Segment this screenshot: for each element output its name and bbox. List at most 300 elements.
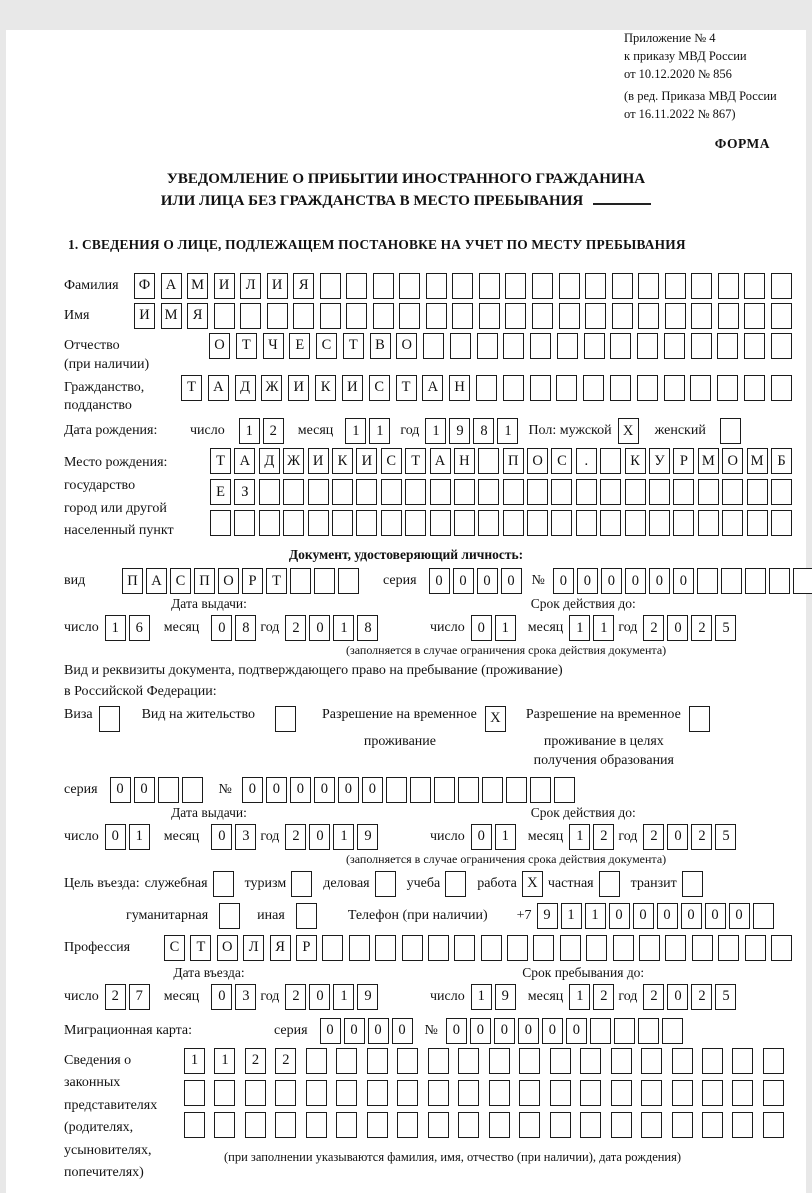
patronymic-char-box[interactable] (557, 333, 578, 359)
rvp-until-month-box[interactable]: 1 (569, 824, 590, 850)
citizenship-char-box[interactable]: Т (396, 375, 417, 401)
sex-female-checkbox[interactable] (720, 418, 741, 444)
profession-char-box[interactable]: О (217, 935, 238, 961)
surname-char-box[interactable]: И (214, 273, 235, 299)
name-char-box[interactable] (585, 303, 606, 329)
doc-number-char-box[interactable]: 0 (601, 568, 622, 594)
representative-char-box[interactable] (275, 1080, 296, 1106)
rvp-issue-year-box[interactable]: 1 (333, 824, 354, 850)
stay-day-box[interactable]: 9 (495, 984, 516, 1010)
representative-char-box[interactable] (641, 1112, 662, 1138)
birthplace-char-box[interactable]: О (527, 448, 548, 474)
profession-char-box[interactable] (375, 935, 396, 961)
birthplace-char-box[interactable] (625, 510, 646, 536)
patronymic-char-box[interactable] (477, 333, 498, 359)
surname-char-box[interactable]: Л (240, 273, 261, 299)
profession-char-box[interactable] (718, 935, 739, 961)
doc-issue-year-box[interactable]: 2 (285, 615, 306, 641)
surname-char-box[interactable] (718, 273, 739, 299)
birthplace-char-box[interactable] (332, 510, 353, 536)
birthplace-char-box[interactable] (478, 510, 499, 536)
representative-char-box[interactable] (428, 1048, 449, 1074)
representative-char-box[interactable] (611, 1080, 632, 1106)
representative-char-box[interactable] (763, 1048, 784, 1074)
citizenship-char-box[interactable]: Ж (261, 375, 282, 401)
representative-char-box[interactable]: 2 (245, 1048, 266, 1074)
birthplace-char-box[interactable] (332, 479, 353, 505)
representative-char-box[interactable] (367, 1112, 388, 1138)
purpose-tourism-checkbox[interactable] (291, 871, 312, 897)
stay-year-box[interactable]: 2 (643, 984, 664, 1010)
stay-month-box[interactable]: 1 (569, 984, 590, 1010)
birthplace-char-box[interactable]: Р (673, 448, 694, 474)
representative-char-box[interactable]: 1 (214, 1048, 235, 1074)
phone-digit-box[interactable]: 1 (585, 903, 606, 929)
profession-char-box[interactable] (349, 935, 370, 961)
entry-year-box[interactable]: 9 (357, 984, 378, 1010)
patronymic-char-box[interactable] (771, 333, 792, 359)
birthplace-char-box[interactable] (600, 479, 621, 505)
birthplace-char-box[interactable]: У (649, 448, 670, 474)
name-char-box[interactable] (559, 303, 580, 329)
stay-year-box[interactable]: 2 (691, 984, 712, 1010)
representative-char-box[interactable] (336, 1080, 357, 1106)
birthplace-char-box[interactable]: Т (405, 448, 426, 474)
patronymic-char-box[interactable] (691, 333, 712, 359)
doc-type-char-box[interactable]: П (194, 568, 215, 594)
doc-issue-month-box[interactable]: 0 (211, 615, 232, 641)
surname-char-box[interactable] (320, 273, 341, 299)
birthplace-char-box[interactable] (698, 479, 719, 505)
rvp-issue-year-box[interactable]: 9 (357, 824, 378, 850)
birthplace-char-box[interactable]: М (747, 448, 768, 474)
birth-year-box[interactable]: 1 (425, 418, 446, 444)
migration-number-char-box[interactable] (590, 1018, 611, 1044)
birthplace-char-box[interactable]: . (576, 448, 597, 474)
profession-char-box[interactable] (507, 935, 528, 961)
entry-day-box[interactable]: 7 (129, 984, 150, 1010)
surname-char-box[interactable] (532, 273, 553, 299)
surname-char-box[interactable] (426, 273, 447, 299)
patronymic-char-box[interactable]: В (370, 333, 391, 359)
surname-char-box[interactable] (691, 273, 712, 299)
rvp-number-char-box[interactable]: 0 (314, 777, 335, 803)
rvp-until-year-box[interactable]: 2 (643, 824, 664, 850)
representative-char-box[interactable] (458, 1048, 479, 1074)
doc-number-char-box[interactable] (769, 568, 790, 594)
patronymic-char-box[interactable] (664, 333, 685, 359)
citizenship-char-box[interactable] (610, 375, 631, 401)
representative-char-box[interactable] (611, 1112, 632, 1138)
birthplace-char-box[interactable]: Ж (283, 448, 304, 474)
name-char-box[interactable] (373, 303, 394, 329)
birthplace-char-box[interactable]: А (234, 448, 255, 474)
rvp-until-year-box[interactable]: 2 (691, 824, 712, 850)
sex-male-checkbox[interactable]: X (618, 418, 639, 444)
birthplace-char-box[interactable]: А (430, 448, 451, 474)
doc-issue-day-box[interactable]: 1 (105, 615, 126, 641)
doc-until-year-box[interactable]: 2 (643, 615, 664, 641)
representative-char-box[interactable] (397, 1080, 418, 1106)
representative-char-box[interactable] (245, 1112, 266, 1138)
birthplace-char-box[interactable] (356, 479, 377, 505)
birthplace-char-box[interactable] (503, 479, 524, 505)
purpose-transit-checkbox[interactable] (682, 871, 703, 897)
phone-digit-box[interactable] (753, 903, 774, 929)
doc-issue-month-box[interactable]: 8 (235, 615, 256, 641)
patronymic-char-box[interactable]: Ч (263, 333, 284, 359)
patronymic-char-box[interactable]: Т (343, 333, 364, 359)
migration-number-char-box[interactable]: 0 (470, 1018, 491, 1044)
name-char-box[interactable] (665, 303, 686, 329)
representative-char-box[interactable] (306, 1112, 327, 1138)
profession-char-box[interactable] (745, 935, 766, 961)
profession-char-box[interactable] (771, 935, 792, 961)
rvp-issue-day-box[interactable]: 0 (105, 824, 126, 850)
representative-char-box[interactable] (336, 1112, 357, 1138)
representative-char-box[interactable] (550, 1080, 571, 1106)
rvp-until-day-box[interactable]: 1 (495, 824, 516, 850)
doc-number-char-box[interactable] (793, 568, 812, 594)
birthplace-char-box[interactable]: П (503, 448, 524, 474)
migration-series-char-box[interactable]: 0 (320, 1018, 341, 1044)
rvp-issue-month-box[interactable]: 0 (211, 824, 232, 850)
migration-number-char-box[interactable] (614, 1018, 635, 1044)
purpose-other-checkbox[interactable] (296, 903, 317, 929)
doc-until-year-box[interactable]: 2 (691, 615, 712, 641)
profession-char-box[interactable] (402, 935, 423, 961)
doc-type-char-box[interactable]: П (122, 568, 143, 594)
patronymic-char-box[interactable]: О (396, 333, 417, 359)
migration-number-char-box[interactable]: 0 (446, 1018, 467, 1044)
birthplace-char-box[interactable]: З (234, 479, 255, 505)
migration-number-char-box[interactable]: 0 (566, 1018, 587, 1044)
profession-char-box[interactable]: Я (270, 935, 291, 961)
birthplace-char-box[interactable]: С (381, 448, 402, 474)
citizenship-char-box[interactable]: А (422, 375, 443, 401)
citizenship-char-box[interactable] (637, 375, 658, 401)
birthplace-char-box[interactable]: Е (210, 479, 231, 505)
residence-permit-checkbox[interactable] (275, 706, 296, 732)
birthplace-char-box[interactable] (576, 510, 597, 536)
name-char-box[interactable] (638, 303, 659, 329)
rvp-series-char-box[interactable] (182, 777, 203, 803)
doc-type-char-box[interactable]: А (146, 568, 167, 594)
birth-year-box[interactable]: 8 (473, 418, 494, 444)
doc-type-char-box[interactable]: С (170, 568, 191, 594)
birthplace-char-box[interactable]: И (356, 448, 377, 474)
profession-char-box[interactable] (586, 935, 607, 961)
rvp-series-char-box[interactable] (158, 777, 179, 803)
rvp-number-char-box[interactable] (506, 777, 527, 803)
representative-char-box[interactable] (763, 1112, 784, 1138)
citizenship-char-box[interactable] (583, 375, 604, 401)
doc-series-char-box[interactable]: 0 (501, 568, 522, 594)
rvp-number-char-box[interactable]: 0 (290, 777, 311, 803)
phone-digit-box[interactable]: 1 (561, 903, 582, 929)
surname-char-box[interactable] (638, 273, 659, 299)
citizenship-char-box[interactable]: К (315, 375, 336, 401)
citizenship-char-box[interactable] (771, 375, 792, 401)
birthplace-char-box[interactable] (454, 510, 475, 536)
name-char-box[interactable] (771, 303, 792, 329)
representative-char-box[interactable] (702, 1080, 723, 1106)
phone-digit-box[interactable]: 9 (537, 903, 558, 929)
birthplace-char-box[interactable]: С (551, 448, 572, 474)
representative-char-box[interactable] (428, 1112, 449, 1138)
birthplace-char-box[interactable] (771, 510, 792, 536)
birthplace-char-box[interactable] (625, 479, 646, 505)
rvp-number-char-box[interactable]: 0 (338, 777, 359, 803)
representative-char-box[interactable] (397, 1112, 418, 1138)
citizenship-char-box[interactable] (664, 375, 685, 401)
patronymic-char-box[interactable]: Т (236, 333, 257, 359)
birthplace-char-box[interactable] (527, 479, 548, 505)
birthplace-char-box[interactable]: М (698, 448, 719, 474)
representative-char-box[interactable] (489, 1080, 510, 1106)
representative-char-box[interactable] (458, 1112, 479, 1138)
name-char-box[interactable] (293, 303, 314, 329)
birthplace-char-box[interactable] (405, 510, 426, 536)
doc-type-char-box[interactable]: О (218, 568, 239, 594)
doc-until-month-box[interactable]: 1 (569, 615, 590, 641)
surname-char-box[interactable] (399, 273, 420, 299)
doc-number-char-box[interactable] (721, 568, 742, 594)
profession-char-box[interactable]: Р (296, 935, 317, 961)
entry-day-box[interactable]: 2 (105, 984, 126, 1010)
representative-char-box[interactable] (519, 1112, 540, 1138)
citizenship-char-box[interactable]: Н (449, 375, 470, 401)
birthplace-char-box[interactable] (747, 510, 768, 536)
migration-series-char-box[interactable]: 0 (392, 1018, 413, 1044)
migration-number-char-box[interactable]: 0 (518, 1018, 539, 1044)
doc-number-char-box[interactable]: 0 (553, 568, 574, 594)
surname-char-box[interactable] (585, 273, 606, 299)
surname-char-box[interactable]: А (161, 273, 182, 299)
doc-issue-year-box[interactable]: 1 (333, 615, 354, 641)
birthplace-char-box[interactable] (259, 510, 280, 536)
birthplace-char-box[interactable] (283, 510, 304, 536)
representative-char-box[interactable] (641, 1048, 662, 1074)
surname-char-box[interactable] (744, 273, 765, 299)
name-char-box[interactable] (744, 303, 765, 329)
name-char-box[interactable] (426, 303, 447, 329)
birth-year-box[interactable]: 1 (497, 418, 518, 444)
representative-char-box[interactable] (732, 1080, 753, 1106)
birthplace-char-box[interactable]: К (332, 448, 353, 474)
purpose-study-checkbox[interactable] (445, 871, 466, 897)
doc-type-char-box[interactable] (338, 568, 359, 594)
name-char-box[interactable] (320, 303, 341, 329)
profession-char-box[interactable] (613, 935, 634, 961)
purpose-private-checkbox[interactable] (599, 871, 620, 897)
patronymic-char-box[interactable] (717, 333, 738, 359)
birthplace-char-box[interactable] (503, 510, 524, 536)
visa-checkbox[interactable] (99, 706, 120, 732)
representative-char-box[interactable] (763, 1080, 784, 1106)
representative-char-box[interactable] (275, 1112, 296, 1138)
citizenship-char-box[interactable] (556, 375, 577, 401)
birthplace-char-box[interactable] (356, 510, 377, 536)
birthplace-char-box[interactable] (747, 479, 768, 505)
rvp-number-char-box[interactable] (530, 777, 551, 803)
representative-char-box[interactable] (672, 1048, 693, 1074)
birthplace-char-box[interactable] (551, 510, 572, 536)
representative-char-box[interactable] (702, 1112, 723, 1138)
rvp-number-char-box[interactable]: 0 (362, 777, 383, 803)
doc-until-year-box[interactable]: 0 (667, 615, 688, 641)
rvp-issue-day-box[interactable]: 1 (129, 824, 150, 850)
phone-digit-box[interactable]: 0 (681, 903, 702, 929)
representative-char-box[interactable] (580, 1080, 601, 1106)
birthplace-char-box[interactable]: И (308, 448, 329, 474)
rvp-until-year-box[interactable]: 0 (667, 824, 688, 850)
citizenship-char-box[interactable]: С (369, 375, 390, 401)
representative-char-box[interactable] (245, 1080, 266, 1106)
doc-number-char-box[interactable]: 0 (649, 568, 670, 594)
citizenship-char-box[interactable] (744, 375, 765, 401)
name-char-box[interactable] (532, 303, 553, 329)
citizenship-char-box[interactable] (530, 375, 551, 401)
name-char-box[interactable] (452, 303, 473, 329)
doc-issue-year-box[interactable]: 8 (357, 615, 378, 641)
patronymic-char-box[interactable]: О (209, 333, 230, 359)
entry-month-box[interactable]: 0 (211, 984, 232, 1010)
rvp-number-char-box[interactable]: 0 (242, 777, 263, 803)
rvp-until-month-box[interactable]: 2 (593, 824, 614, 850)
birthplace-char-box[interactable] (478, 479, 499, 505)
birthplace-char-box[interactable] (430, 479, 451, 505)
representative-char-box[interactable] (519, 1048, 540, 1074)
representative-char-box[interactable] (732, 1048, 753, 1074)
purpose-humanitarian-checkbox[interactable] (219, 903, 240, 929)
temp-residence-edu-checkbox[interactable] (689, 706, 710, 732)
rvp-series-char-box[interactable]: 0 (110, 777, 131, 803)
birthplace-char-box[interactable]: Н (454, 448, 475, 474)
doc-number-char-box[interactable]: 0 (577, 568, 598, 594)
patronymic-char-box[interactable] (530, 333, 551, 359)
phone-digit-box[interactable]: 0 (633, 903, 654, 929)
migration-series-char-box[interactable]: 0 (344, 1018, 365, 1044)
rvp-number-char-box[interactable] (434, 777, 455, 803)
doc-series-char-box[interactable]: 0 (453, 568, 474, 594)
representative-char-box[interactable] (580, 1112, 601, 1138)
patronymic-char-box[interactable] (584, 333, 605, 359)
representative-char-box[interactable] (641, 1080, 662, 1106)
representative-char-box[interactable] (550, 1048, 571, 1074)
doc-number-char-box[interactable]: 0 (625, 568, 646, 594)
migration-number-char-box[interactable] (662, 1018, 683, 1044)
patronymic-char-box[interactable]: Е (289, 333, 310, 359)
birth-month-box[interactable]: 1 (369, 418, 390, 444)
purpose-business-checkbox[interactable] (213, 871, 234, 897)
phone-digit-box[interactable]: 0 (657, 903, 678, 929)
name-char-box[interactable]: И (134, 303, 155, 329)
profession-char-box[interactable]: Т (190, 935, 211, 961)
profession-char-box[interactable] (692, 935, 713, 961)
representative-char-box[interactable] (672, 1112, 693, 1138)
migration-number-char-box[interactable] (638, 1018, 659, 1044)
rvp-number-char-box[interactable] (386, 777, 407, 803)
birthplace-char-box[interactable] (649, 479, 670, 505)
surname-char-box[interactable] (505, 273, 526, 299)
birthplace-char-box[interactable] (722, 479, 743, 505)
surname-char-box[interactable] (373, 273, 394, 299)
doc-type-char-box[interactable]: Т (266, 568, 287, 594)
birthplace-char-box[interactable] (600, 510, 621, 536)
birth-day-box[interactable]: 2 (263, 418, 284, 444)
citizenship-char-box[interactable] (476, 375, 497, 401)
profession-char-box[interactable] (322, 935, 343, 961)
birthplace-char-box[interactable] (259, 479, 280, 505)
rvp-issue-year-box[interactable]: 2 (285, 824, 306, 850)
doc-until-month-box[interactable]: 1 (593, 615, 614, 641)
rvp-number-char-box[interactable]: 0 (266, 777, 287, 803)
birthplace-char-box[interactable] (430, 510, 451, 536)
citizenship-char-box[interactable] (717, 375, 738, 401)
profession-char-box[interactable]: Л (243, 935, 264, 961)
doc-series-char-box[interactable]: 0 (477, 568, 498, 594)
representative-char-box[interactable] (367, 1048, 388, 1074)
rvp-number-char-box[interactable] (458, 777, 479, 803)
representative-char-box[interactable] (184, 1112, 205, 1138)
birthplace-char-box[interactable] (478, 448, 499, 474)
doc-type-char-box[interactable] (314, 568, 335, 594)
doc-number-char-box[interactable] (745, 568, 766, 594)
birth-day-box[interactable]: 1 (239, 418, 260, 444)
patronymic-char-box[interactable] (503, 333, 524, 359)
patronymic-char-box[interactable]: С (316, 333, 337, 359)
phone-digit-box[interactable]: 0 (729, 903, 750, 929)
representative-char-box[interactable] (336, 1048, 357, 1074)
phone-digit-box[interactable]: 0 (705, 903, 726, 929)
citizenship-char-box[interactable] (503, 375, 524, 401)
surname-char-box[interactable] (612, 273, 633, 299)
birthplace-char-box[interactable] (454, 479, 475, 505)
name-char-box[interactable] (612, 303, 633, 329)
citizenship-char-box[interactable]: И (288, 375, 309, 401)
birthplace-char-box[interactable] (381, 479, 402, 505)
birthplace-char-box[interactable] (551, 479, 572, 505)
representative-char-box[interactable] (184, 1080, 205, 1106)
surname-char-box[interactable] (346, 273, 367, 299)
name-char-box[interactable] (214, 303, 235, 329)
citizenship-char-box[interactable]: Т (181, 375, 202, 401)
stay-year-box[interactable]: 0 (667, 984, 688, 1010)
entry-year-box[interactable]: 2 (285, 984, 306, 1010)
representative-char-box[interactable] (458, 1080, 479, 1106)
profession-char-box[interactable] (560, 935, 581, 961)
patronymic-char-box[interactable] (637, 333, 658, 359)
name-char-box[interactable]: Я (187, 303, 208, 329)
doc-type-char-box[interactable] (290, 568, 311, 594)
birthplace-char-box[interactable] (308, 510, 329, 536)
rvp-until-day-box[interactable]: 0 (471, 824, 492, 850)
name-char-box[interactable]: М (161, 303, 182, 329)
citizenship-char-box[interactable]: А (208, 375, 229, 401)
stay-year-box[interactable]: 5 (715, 984, 736, 1010)
entry-month-box[interactable]: 3 (235, 984, 256, 1010)
profession-char-box[interactable]: С (164, 935, 185, 961)
doc-number-char-box[interactable] (697, 568, 718, 594)
profession-char-box[interactable] (428, 935, 449, 961)
doc-number-char-box[interactable]: 0 (673, 568, 694, 594)
representative-char-box[interactable] (672, 1080, 693, 1106)
rvp-issue-year-box[interactable]: 0 (309, 824, 330, 850)
rvp-until-year-box[interactable]: 5 (715, 824, 736, 850)
migration-number-char-box[interactable]: 0 (542, 1018, 563, 1044)
stay-month-box[interactable]: 2 (593, 984, 614, 1010)
